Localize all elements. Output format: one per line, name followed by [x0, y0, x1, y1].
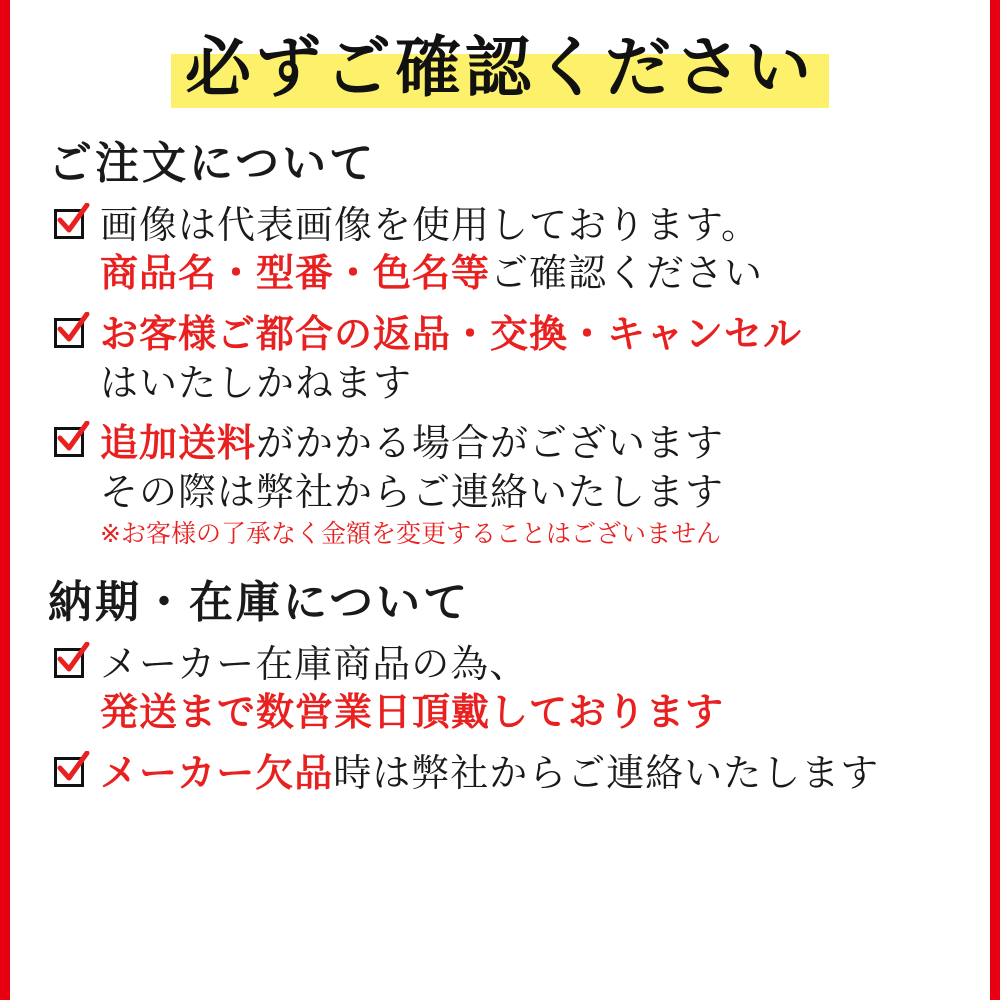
list-item-line: はいたしかねます	[100, 360, 413, 405]
list-item	[52, 749, 960, 798]
list-item-line	[100, 749, 960, 798]
checkbox-checked-icon	[52, 314, 92, 354]
list-item-line: お客様ご都合の返品・交換・キャンセル	[100, 311, 803, 356]
list-item-line	[100, 249, 960, 298]
checkbox-checked-icon	[52, 753, 92, 793]
list-item	[52, 310, 960, 407]
emphasis-text: 商品名・型番・色名等	[100, 251, 491, 296]
emphasis-text: メーカー欠品	[100, 750, 334, 795]
list-item	[52, 640, 960, 737]
list-item-text	[100, 310, 960, 407]
section-heading-delivery: 納期・在庫について	[48, 576, 471, 628]
checkbox-checked-icon	[52, 205, 92, 245]
list-item-line	[100, 419, 960, 468]
list-item-text	[100, 419, 960, 551]
notice-content	[10, 0, 990, 1000]
list-item-line: 発送まで数営業日頂戴しております	[100, 690, 725, 735]
page-title	[171, 28, 829, 112]
list-item-line: メーカー在庫商品の為、	[100, 641, 529, 686]
list-item-line: その際は弊社からご連絡いたします	[100, 469, 725, 514]
plain-text: 時は弊社からご連絡いたします	[333, 750, 880, 795]
emphasis-text: 追加送料	[100, 421, 257, 466]
plain-text: ご確認ください	[490, 251, 764, 296]
list-item-text	[100, 640, 960, 737]
plain-text: がかかる場合がございます	[256, 421, 725, 466]
checkbox-checked-icon	[52, 644, 92, 684]
list-item-text	[100, 749, 960, 798]
list-item-note: ※お客様の了承なく金額を変更することはございません	[100, 519, 721, 549]
list-item-text	[100, 201, 960, 298]
list-item	[52, 419, 960, 551]
title-area	[40, 0, 960, 120]
page-title-text: 必ずご確認ください	[185, 29, 815, 106]
checkbox-checked-icon	[52, 423, 92, 463]
list-item-line: 画像は代表画像を使用しております。	[100, 202, 760, 247]
list-item	[52, 201, 960, 298]
section-heading-order: ご注文について	[48, 137, 377, 189]
